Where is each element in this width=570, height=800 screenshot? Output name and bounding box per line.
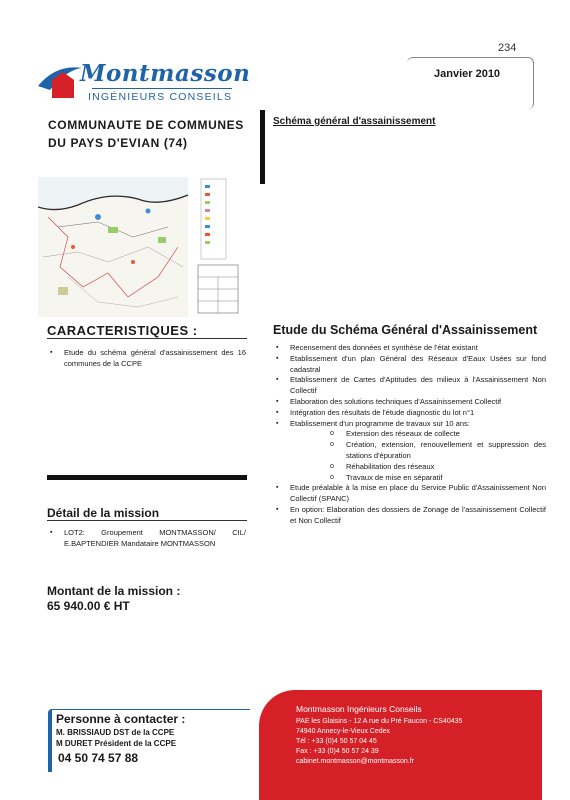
caracteristiques-heading: CARACTERISTIQUES : <box>47 323 198 338</box>
company-logo <box>36 60 251 106</box>
etude-list <box>276 343 546 527</box>
company-name: Montmasson Ingénieurs Conseils <box>296 704 422 714</box>
montant-label: Montant de la mission : <box>47 584 181 598</box>
logo-subtitle: INGÉNIEURS CONSEILS <box>88 91 233 103</box>
caracteristiques-list <box>50 347 246 369</box>
sub-list-item: o Réhabilitation des réseaux <box>330 461 435 471</box>
list-item: ▪ En option: Elaboration des dossiers de Zonage de l'assainissement Collectif et Non Collectif <box>276 504 546 525</box>
document-date: Janvier 2010 <box>434 68 501 80</box>
etude-heading: Etude du Schéma Général d'Assainissement <box>273 323 538 337</box>
company-email[interactable]: cabinet.montmasson@montmasson.fr <box>296 758 414 765</box>
detail-heading: Détail de la mission <box>47 506 160 520</box>
sub-list-item: o Création, extension, renouvellement et suppression des stations d'épuration <box>330 440 546 460</box>
contact-heading: Personne à contacter : <box>56 712 186 726</box>
sub-list-item: o Extension des réseaux de collecte <box>330 429 460 439</box>
list-item: ▪ LOT2: Groupement MONTMASSON/ CIL/ E.BAPTENDIER Mandataire MONTMASSON <box>50 528 246 548</box>
section-bar <box>47 475 247 480</box>
page-number: 234 <box>498 42 517 54</box>
mission-title: Schéma général d'assainissement <box>273 116 436 127</box>
list-item: ▪ Etude du schéma général d'assainissement des 16 communes de la CCPE <box>50 348 246 368</box>
list-item: ▪ Etude préalable à la mise en place du Service Public d'Assainissement Non Collectif (SPANC) <box>276 483 546 504</box>
client-name: COMMUNAUTE DE COMMUNES DU PAYS D'EVIAN (74) <box>48 118 244 150</box>
list-item: ▪ Recensement des données et synthèse de l'état existant <box>276 343 478 352</box>
list-item: ▪ Elaboration des solutions techniques d'Assainissement Collectif <box>276 396 502 406</box>
logo-wordmark: Montmasson <box>80 60 251 87</box>
list-item: ▪ Etablissement de Cartes d'Aptitudes des milieux à l'Assainissement Non Collectif <box>276 375 546 396</box>
contact-person: M. BRISSIAUD DST de la CCPE <box>56 728 175 737</box>
divider <box>47 520 247 521</box>
list-item: ▪ Etablissement d'un plan Général des Réseaux d'Eaux Usées sur fond cadastral <box>276 353 546 374</box>
list-item: ▪ Intégration des résultats de l'étude diagnostic du lot n°1 <box>276 407 475 417</box>
vertical-bar <box>260 110 265 184</box>
sub-list-item: o Travaux de mise en séparatif <box>330 472 443 482</box>
date-frame <box>407 57 534 109</box>
montant-value: 65 940.00 € HT <box>47 599 130 613</box>
detail-list <box>50 527 246 549</box>
site-map-image <box>38 177 248 317</box>
contact-phone: 04 50 74 57 88 <box>58 751 139 765</box>
company-address: PAE les Glaisins - 12 A rue du Pré Faucon - CS40435 <box>296 718 463 725</box>
company-tel: Tél : +33 (0)4 50 57 04 45 <box>296 738 377 745</box>
list-item: ▪ Etablissement d'un programme de travaux sur 10 ans: <box>276 418 470 428</box>
company-city: 74940 Annecy-le-Vieux Cedex <box>296 728 391 735</box>
company-fax: Fax : +33 (0)4 50 57 24 39 <box>296 748 379 755</box>
contact-person: M DURET Président de la CCPE <box>56 739 177 748</box>
divider <box>47 338 247 339</box>
